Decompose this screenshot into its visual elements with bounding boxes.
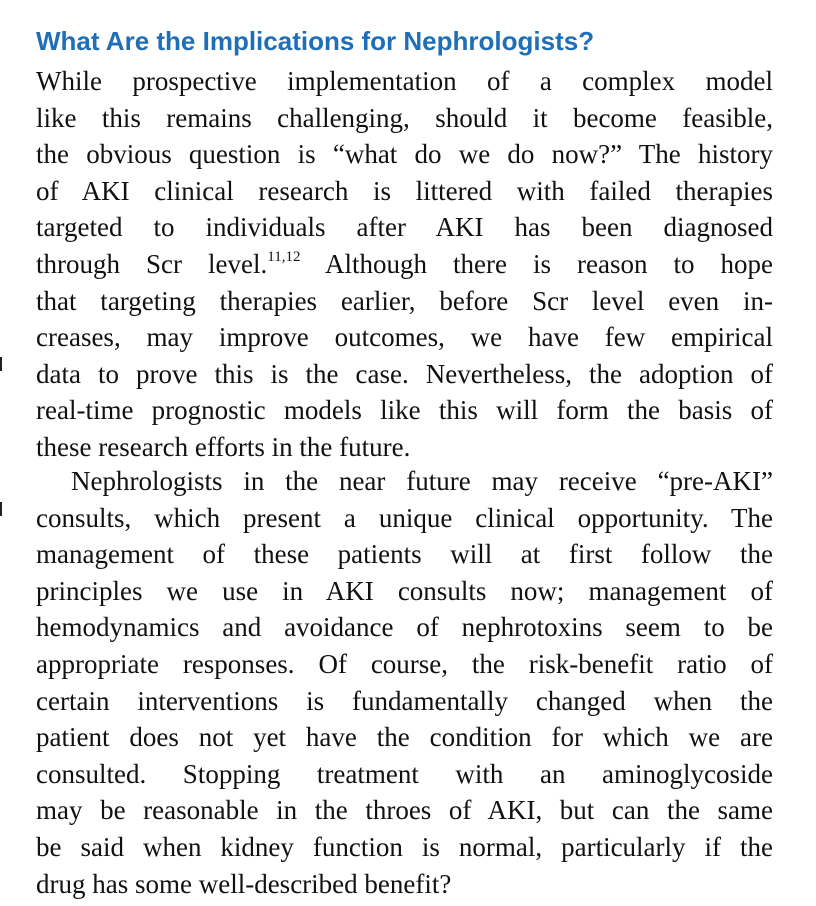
text-line: principles we use in AKI consults now; management of <box>36 575 773 606</box>
text-line: data to prove this is the case. Nevertheless, the adoption of <box>36 358 773 389</box>
text-line: that targeting therapies earlier, before Scr level even in- <box>36 285 773 316</box>
paragraph-1 <box>36 63 773 466</box>
text-line: appropriate responses. Of course, the risk-benefit ratio of <box>36 648 773 679</box>
text-line: patient does not yet have the condition for which we are <box>36 722 773 753</box>
text-line: While prospective implementation of a complex model <box>36 66 773 96</box>
text-line: Nephrologists in the near future may receive “pre-AKI” <box>71 466 773 496</box>
section-heading: What Are the Implications for Nephrologists? <box>36 26 595 56</box>
margin-mark <box>0 357 2 371</box>
text-line: certain interventions is fundamentally changed when the <box>36 685 773 716</box>
text-line: hemodynamics and avoidance of nephrotoxins seem to be <box>36 612 773 643</box>
text-line: may be reasonable in the throes of AKI, but can the same <box>36 795 773 826</box>
citation-superscript: 11,12 <box>267 248 301 265</box>
text-line: these research efforts in the future. <box>36 431 411 462</box>
paragraph-2 <box>36 463 773 902</box>
text-line: drug has some well-described benefit? <box>36 868 452 899</box>
text-line: real-time prognostic models like this will form the basis of <box>36 395 773 426</box>
text-line: the obvious question is “what do we do now?” The history <box>36 139 773 170</box>
text-line: consults, which present a unique clinical opportunity. The <box>36 502 773 533</box>
text-line-with-citation <box>36 246 773 283</box>
text-fragment: Although there is reason to hope <box>324 248 773 279</box>
text-line: of AKI clinical research is littered with failed therapies <box>36 175 773 206</box>
text-line: targeted to individuals after AKI has been diagnosed <box>36 212 773 243</box>
margin-mark <box>0 502 2 516</box>
text-line: consulted. Stopping treatment with an aminoglycoside <box>36 758 773 789</box>
text-line: like this remains challenging, should it become feasible, <box>36 102 773 133</box>
text-line: management of these patients will at first follow the <box>36 539 773 570</box>
text-line: be said when kidney function is normal, particularly if the <box>36 831 773 862</box>
text-line: creases, may improve outcomes, we have few empirical <box>36 322 773 353</box>
text-fragment: through Scr level. <box>36 248 268 279</box>
